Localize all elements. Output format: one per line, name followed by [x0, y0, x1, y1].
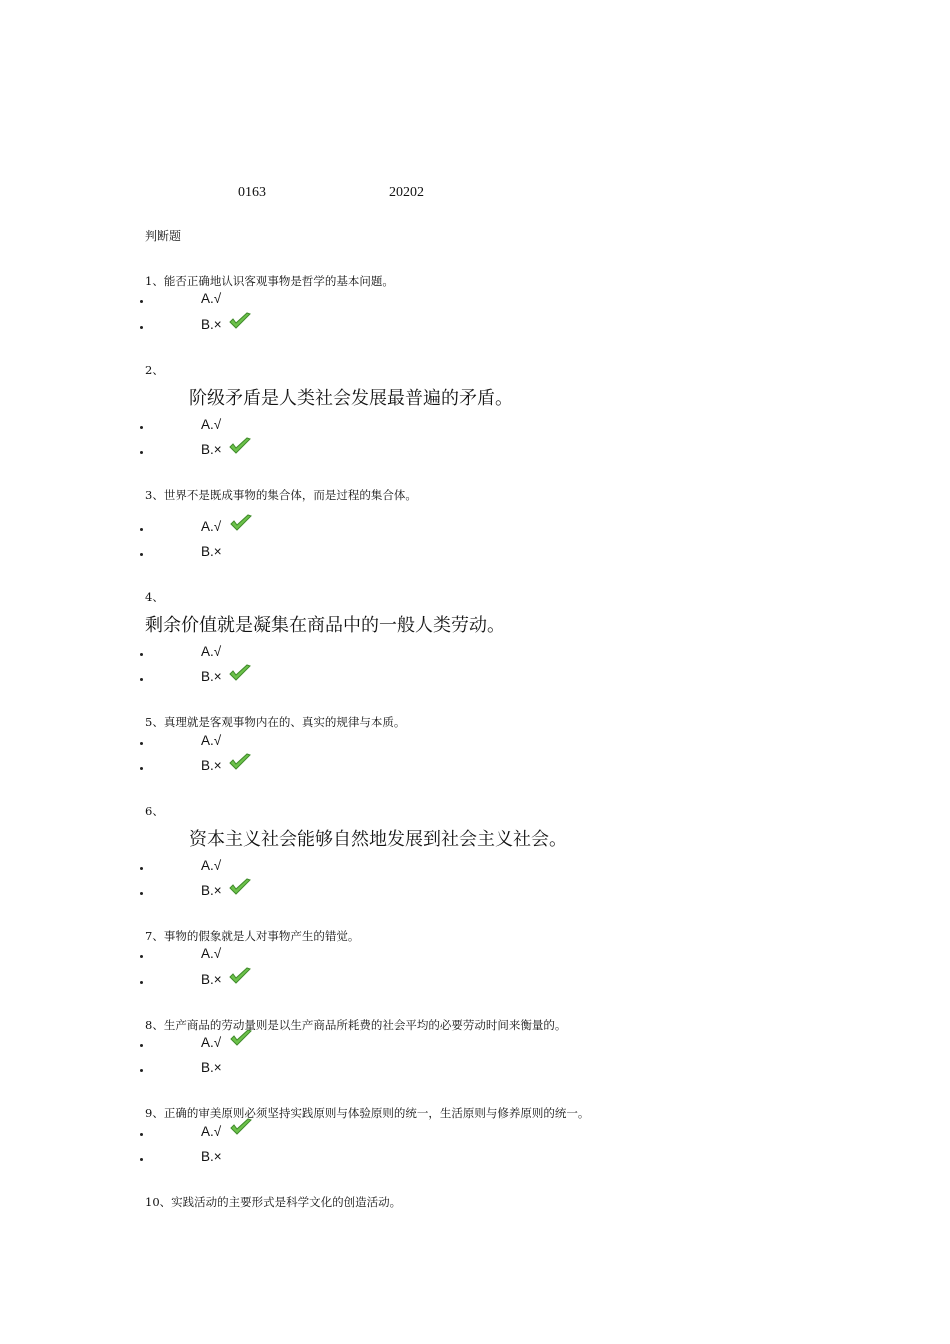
option-b[interactable]: B.×	[201, 758, 222, 773]
option-b[interactable]: B.×	[201, 1060, 222, 1075]
option-a[interactable]: A.√	[201, 291, 222, 306]
question-text: 生产商品的劳动量则是以生产商品所耗费的社会平均的必要劳动时间来衡量的。	[163, 1018, 567, 1032]
option-a[interactable]: A.√	[201, 417, 222, 432]
question-number: 4、	[145, 590, 164, 604]
option-a[interactable]: A.√	[201, 733, 222, 748]
bullet-icon	[140, 955, 143, 958]
bullet-icon	[140, 678, 143, 681]
option-b[interactable]: B.×	[201, 317, 222, 332]
bullet-icon	[140, 653, 143, 656]
question-5	[145, 714, 405, 730]
question-text: 真理就是客观事物内在的、真实的规律与本质。	[163, 715, 406, 729]
question-number: 5、	[145, 715, 164, 729]
checkmark-icon	[228, 752, 252, 772]
header-year: 20202	[389, 185, 424, 200]
option-a[interactable]: A.√	[201, 519, 222, 534]
bullet-icon	[140, 528, 143, 531]
option-b[interactable]: B.×	[201, 669, 222, 684]
question-7	[145, 928, 359, 944]
option-a[interactable]: A.√	[201, 644, 222, 659]
checkmark-icon	[229, 1117, 253, 1137]
checkmark-icon	[228, 966, 252, 986]
question-number: 9、	[145, 1106, 164, 1120]
question-number: 1、	[145, 274, 164, 288]
checkmark-icon	[228, 436, 252, 456]
option-a[interactable]: A.√	[201, 1124, 222, 1139]
section-title: 判断题	[145, 229, 182, 243]
checkmark-icon	[229, 1028, 253, 1048]
question-text: 实践活动的主要形式是科学文化的创造活动。	[171, 1195, 402, 1209]
question-text: 正确的审美原则必须坚持实践原则与体验原则的统一，生活原则与修养原则的统一。	[163, 1106, 590, 1120]
option-b[interactable]: B.×	[201, 544, 222, 559]
question-1	[145, 273, 394, 289]
bullet-icon	[140, 1158, 143, 1161]
option-a[interactable]: A.√	[201, 1035, 222, 1050]
question-text: 资本主义社会能够自然地发展到社会主义社会。	[189, 829, 567, 850]
bullet-icon	[140, 426, 143, 429]
bullet-icon	[140, 742, 143, 745]
checkmark-icon	[229, 513, 253, 533]
bullet-icon	[140, 981, 143, 984]
question-text: 阶级矛盾是人类社会发展最普遍的矛盾。	[189, 388, 513, 409]
bullet-icon	[140, 451, 143, 454]
bullet-icon	[140, 1044, 143, 1047]
question-text: 事物的假象就是人对事物产生的错觉。	[163, 929, 360, 943]
bullet-icon	[140, 553, 143, 556]
option-a[interactable]: A.√	[201, 858, 222, 873]
option-b[interactable]: B.×	[201, 1149, 222, 1164]
question-8	[145, 1017, 566, 1033]
bullet-icon	[140, 867, 143, 870]
option-a[interactable]: A.√	[201, 946, 222, 961]
option-b[interactable]: B.×	[201, 442, 222, 457]
question-10	[145, 1194, 401, 1210]
bullet-icon	[140, 300, 143, 303]
question-number: 6、	[145, 804, 164, 818]
checkmark-icon	[228, 311, 252, 331]
option-b[interactable]: B.×	[201, 883, 222, 898]
question-number: 8、	[145, 1018, 164, 1032]
bullet-icon	[140, 1069, 143, 1072]
bullet-icon	[140, 1133, 143, 1136]
question-9	[145, 1105, 589, 1121]
question-number: 7、	[145, 929, 164, 943]
question-text: 剩余价值就是凝集在商品中的一般人类劳动。	[145, 615, 505, 636]
header-code: 0163	[238, 185, 266, 200]
bullet-icon	[140, 892, 143, 895]
checkmark-icon	[228, 877, 252, 897]
bullet-icon	[140, 767, 143, 770]
question-text: 能否正确地认识客观事物是哲学的基本问题。	[163, 274, 394, 288]
question-number: 3、	[145, 488, 164, 502]
option-b[interactable]: B.×	[201, 972, 222, 987]
question-3	[145, 487, 417, 503]
question-number: 2、	[145, 363, 164, 377]
question-number: 10、	[145, 1195, 172, 1209]
bullet-icon	[140, 326, 143, 329]
question-text: 世界不是既成事物的集合体，而是过程的集合体。	[163, 488, 417, 502]
checkmark-icon	[228, 663, 252, 683]
